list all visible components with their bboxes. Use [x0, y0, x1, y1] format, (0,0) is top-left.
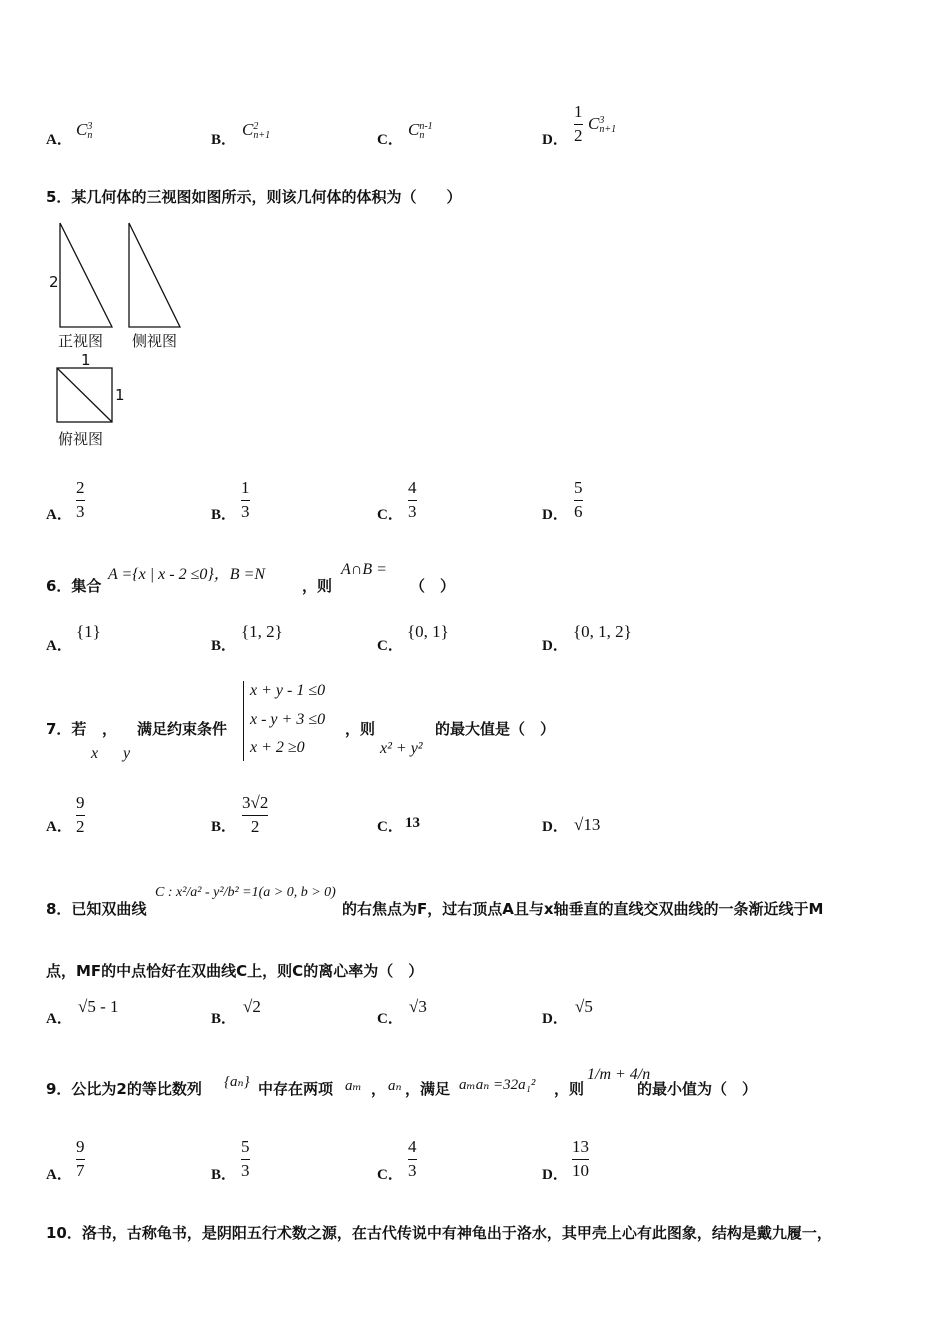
q6-intersection: A∩B = [341, 561, 387, 578]
q6-set-expression: A ={x | x - 2 ≤0}，B =N [108, 566, 266, 583]
q6-mid: ，则 [302, 577, 333, 595]
q7-prefix: 7．若 [46, 720, 87, 738]
q9-mid1: 中存在两项 [258, 1080, 334, 1098]
q8-option-a-value: √5 - 1 [78, 997, 119, 1016]
q4-option-c-label: C． [377, 132, 403, 148]
q5-option-d-label: D． [542, 507, 568, 523]
q7-comma: ， [102, 720, 118, 738]
q4-option-a-value: C 3 n [76, 120, 93, 142]
q6-option-d-value: {0, 1, 2} [573, 622, 632, 641]
side-view-triangle [129, 223, 180, 327]
q8-option-c-value: √3 [409, 997, 427, 1016]
q4-option-a-label: A． [46, 132, 72, 148]
q7-constraint-3: x + 2 ≥0 [250, 739, 305, 756]
q9-option-b-label: B． [211, 1167, 237, 1183]
q9-suffix: 的最小值为（ ） [637, 1080, 758, 1098]
q9-mid3: ，则 [554, 1080, 585, 1098]
q9-option-c-value: 4 3 [408, 1137, 417, 1180]
q9-mid2: ，满足 [405, 1080, 451, 1098]
q7-constraint-1: x + y - 1 ≤0 [250, 682, 326, 699]
q7-option-a-label: A． [46, 819, 72, 835]
q5-option-a-label: A． [46, 507, 72, 523]
q7-option-b-value: 3√2 2 [242, 793, 269, 836]
dim-top-side-label: 1 [115, 386, 125, 404]
q5-stem: 5．某几何体的三视图如图所示，则该几何体的体积为（ ） [46, 188, 462, 206]
q9-sep: ， [371, 1080, 387, 1098]
q6-suffix: （ ） [410, 577, 456, 595]
q8-option-b-label: B． [211, 1011, 237, 1027]
q7-target: x² + y² [380, 740, 423, 757]
q8-option-d-label: D． [542, 1011, 568, 1027]
q5-option-c-value: 4 3 [408, 478, 417, 521]
q5-option-c-label: C． [377, 507, 403, 523]
q6-option-b-label: B． [211, 638, 237, 654]
q8-line1-rest: 的右焦点为F，过右顶点A且与x轴垂直的直线交双曲线的一条渐近线于M [342, 900, 824, 918]
q9-condition: aₘaₙ =32a₁² [459, 1077, 536, 1093]
q6-option-c-label: C． [377, 638, 403, 654]
q4-option-b-label: B． [211, 132, 237, 148]
q5-option-b-value: 1 3 [241, 478, 250, 521]
q6-prefix: 6．集合 [46, 577, 102, 595]
q7-option-a-value: 9 2 [76, 793, 85, 836]
top-view-diagonal [57, 368, 112, 422]
q9-option-b-value: 5 3 [241, 1137, 250, 1180]
q8-option-b-value: √2 [243, 997, 261, 1016]
q4-option-b-value: C 2 n+1 [242, 120, 271, 142]
q8-option-d-value: √5 [575, 997, 593, 1016]
q7-then: ，则 [345, 720, 376, 738]
q9-sequence: {aₙ} [224, 1074, 250, 1090]
dim-top-width-label: 1 [81, 351, 91, 369]
q9-option-d-label: D． [542, 1167, 568, 1183]
q9-option-c-label: C． [377, 1167, 403, 1183]
q5-option-b-label: B． [211, 507, 237, 523]
top-view-label: 俯视图 [58, 430, 104, 448]
q7-mid: 满足约束条件 [137, 720, 228, 738]
front-view-triangle [60, 223, 112, 327]
q7-constraint-2: x - y + 3 ≤0 [250, 711, 326, 728]
dim-height-label: 2 [49, 273, 59, 291]
q9-prefix: 9．公比为2的等比数列 [46, 1080, 202, 1098]
q7-option-c-value: 13 [405, 815, 420, 831]
q6-option-b-value: {1, 2} [241, 622, 283, 641]
q7-option-b-label: B． [211, 819, 237, 835]
q6-option-d-label: D． [542, 638, 568, 654]
q4-option-d-coef: 1 2 [574, 102, 583, 145]
q4-option-d-value: C 3 n+1 [588, 114, 617, 136]
q7-option-d-value: √13 [574, 815, 601, 834]
q9-term-am: aₘ [345, 1078, 362, 1094]
q9-option-a-value: 9 7 [76, 1137, 85, 1180]
q7-constraint-brace [243, 681, 244, 761]
q9-option-a-label: A． [46, 1167, 72, 1183]
q6-option-c-value: {0, 1} [407, 622, 449, 641]
q4-option-d-label: D． [542, 132, 568, 148]
q5-option-a-value: 2 3 [76, 478, 85, 521]
side-view-label: 侧视图 [132, 332, 178, 350]
q7-option-c-label: C． [377, 819, 403, 835]
front-view-label: 正视图 [58, 332, 104, 350]
q9-expression: 1/m + 4/n [587, 1066, 651, 1083]
q9-option-d-value: 13 10 [572, 1137, 589, 1180]
q8-prefix: 8．已知双曲线 [46, 900, 147, 918]
q10-stem: 10．洛书，古称龟书，是阴阳五行术数之源，在古代传说中有神龟出于洛水，其甲壳上心有此图象，结构是戴九履一， [46, 1224, 832, 1242]
q7-var-y: y [123, 745, 131, 762]
q8-line2: 点，MF的中点恰好在双曲线C上，则C的离心率为（ ） [46, 962, 424, 980]
q8-option-a-label: A． [46, 1011, 72, 1027]
q4-option-c-value: C n-1 n [408, 120, 433, 142]
q8-equation: C : x²/a² - y²/b² =1(a > 0, b > 0) [155, 885, 336, 900]
q6-option-a-value: {1} [76, 622, 101, 641]
q7-option-d-label: D． [542, 819, 568, 835]
q6-option-a-label: A． [46, 638, 72, 654]
q7-suffix: 的最大值是（ ） [435, 720, 556, 738]
q8-option-c-label: C． [377, 1011, 403, 1027]
q5-option-d-value: 5 6 [574, 478, 583, 521]
q7-var-x: x [91, 745, 99, 762]
q9-term-an: aₙ [388, 1078, 402, 1094]
